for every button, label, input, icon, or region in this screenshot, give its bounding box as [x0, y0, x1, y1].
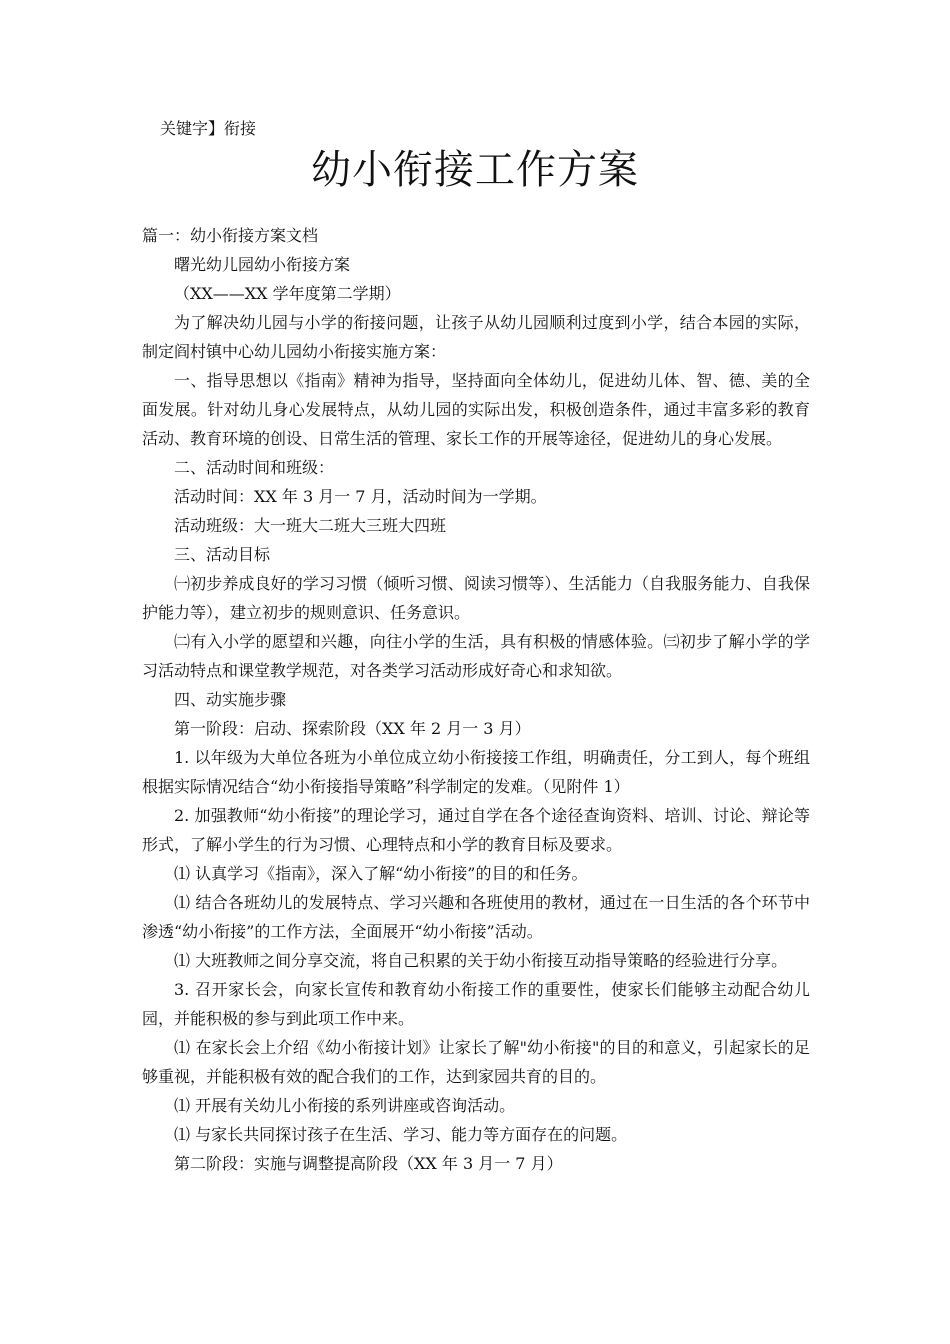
document-body: [142, 221, 810, 1178]
school-term: （XX——XX 学年度第二学期）: [174, 284, 401, 303]
body-paragraph: 三、活动目标: [174, 545, 271, 564]
body-paragraph: 第二阶段：实施与调整提高阶段（XX 年 3 月一 7 月）: [174, 1154, 563, 1173]
section-heading: 篇一：幼小衔接方案文档: [142, 226, 319, 245]
body-paragraph: 2. 加强教师“幼小衔接”的理论学习，通过自学在各个途径查询资料、培训、讨论、辩论等形式，了解小学生的行为习惯、心理特点和小学的教育目标及要求。: [142, 806, 810, 854]
body-paragraph: 第一阶段：启动、探索阶段（XX 年 2 月一 3 月）: [174, 719, 531, 738]
body-paragraph: 四、动实施步骤: [174, 690, 287, 709]
body-paragraph: ⑴ 开展有关幼儿小衔接的系列讲座或咨询活动。: [174, 1096, 516, 1115]
body-paragraph: 活动时间：XX 年 3 月一 7 月，活动时间为一学期。: [174, 487, 547, 506]
body-paragraph: 1. 以年级为大单位各班为小单位成立幼小衔接接工作组，明确责任，分工到人，每个班组根据实际情况结合“幼小衔接指导策略”科学制定的发难。（见附件 1）: [142, 748, 810, 796]
plan-name: 曙光幼儿园幼小衔接方案: [174, 255, 351, 274]
body-paragraph: 活动班级：大一班大二班大三班大四班: [174, 516, 447, 535]
body-paragraph: 3. 召开家长会，向家长宣传和教育幼小衔接工作的重要性，使家长们能够主动配合幼儿园，并能积极的参与到此项工作中来。: [142, 980, 810, 1028]
body-paragraph: 为了解决幼儿园与小学的衔接问题，让孩子从幼儿园顺利过度到小学，结合本园的实际，制定阎村镇中心幼儿园幼小衔接实施方案：: [142, 313, 810, 361]
body-paragraph: ⑴ 结合各班幼儿的发展特点、学习兴趣和各班使用的教材，通过在一日生活的各个环节中渗透“幼小衔接”的工作方法，全面展开“幼小衔接”活动。: [142, 893, 810, 941]
body-paragraph: ⑴ 在家长会上介绍《幼小衔接计划》让家长了解"幼小衔接"的目的和意义，引起家长的足够重视，并能积极有效的配合我们的工作，达到家园共育的目的。: [142, 1038, 810, 1086]
body-paragraph: ⑴ 与家长共同探讨孩子在生活、学习、能力等方面存在的问题。: [174, 1125, 628, 1144]
body-paragraph: 一、指导思想以《指南》精神为指导，坚持面向全体幼儿，促进幼儿体、智、德、美的全面发展。针对幼儿身心发展特点，从幼儿园的实际出发，积极创造条件，通过丰富多彩的教育活动、教育环境的创设、日常生活的管理、家长工作的开展等途径，促进幼儿的身心发展。: [142, 371, 810, 448]
body-paragraph: 二、活动时间和班级：: [174, 458, 335, 477]
body-paragraph: ⑴ 大班教师之间分享交流，将自己积累的关于幼小衔接互动指导策略的经验进行分享。: [174, 951, 788, 970]
keywords-line: 关键字】衔接: [160, 119, 257, 138]
body-paragraph: ㈠初步养成良好的学习习惯（倾听习惯、阅读习惯等）、生活能力（自我服务能力、自我保护能力等），建立初步的规则意识、任务意识。: [142, 574, 810, 622]
body-paragraph: ⑴ 认真学习《指南》，深入了解“幼小衔接”的目的和任务。: [174, 864, 588, 883]
document-title: 幼小衔接工作方案: [311, 147, 639, 193]
body-paragraph: ㈡有入小学的愿望和兴趣，向往小学的生活，具有积极的情感体验。㈢初步了解小学的学习活动特点和课堂教学规范，对各类学习活动形成好奇心和求知欲。: [142, 632, 810, 680]
